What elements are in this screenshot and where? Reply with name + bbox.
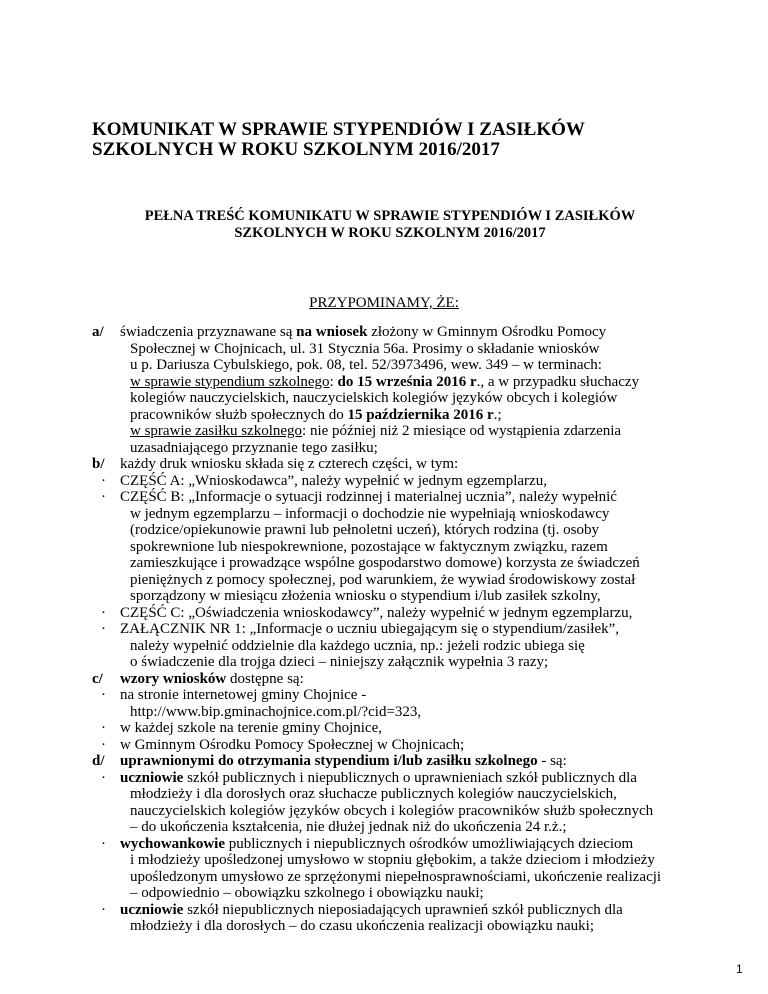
underlined-text: w sprawie zasiłku szkolnego — [130, 423, 303, 439]
bullet-icon: · — [101, 604, 106, 621]
list-item — [92, 770, 732, 836]
page-title — [92, 120, 692, 160]
bold-text: na wniosek — [296, 324, 368, 340]
list-line: w Gminnym Ośrodku Pomocy Społecznej w Chojnicach; — [120, 736, 465, 753]
bold-text: uczniowie — [120, 769, 184, 786]
text: dostępne są: — [226, 670, 304, 687]
bullet-icon: · — [101, 489, 106, 505]
section-label: b/ — [92, 456, 105, 472]
section-d — [92, 753, 732, 770]
list-line: upośledzonym umysłowo ze sprzężonymi niepełnosprawnościami, ukończenie realizacji — [130, 868, 662, 885]
remind-heading: PRZYPOMINAMY, ŻE: — [309, 295, 459, 311]
text: .; — [493, 406, 502, 423]
list-item — [92, 605, 732, 622]
list-line: o świadczenie dla trojga dzieci – niniejszy załącznik wypełnia 3 razy; — [130, 654, 549, 670]
bullet-icon: · — [101, 835, 106, 852]
section-a-line: Społecznej w Chojnicach, ul. 31 Stycznia 56a. Prosimy o składanie wniosków — [130, 340, 600, 357]
underlined-text: w sprawie stypendium szkolnego — [130, 373, 330, 390]
list-line: i młodzieży upośledzonej umysłowo w stopniu głębokim, a także dzieciom i młodzieży — [130, 852, 655, 868]
title-line-2: SZKOLNYCH W ROKU SZKOLNYM 2016/2017 — [92, 139, 500, 160]
section-a-line — [120, 407, 732, 424]
section-a — [92, 324, 732, 456]
bold-text: uprawnionymi do otrzymania stypendium i/lub zasiłku szkolnego — [120, 753, 538, 769]
title-line-1: KOMUNIKAT W SPRAWIE STYPENDIÓW I ZASIŁKÓW — [92, 119, 585, 140]
bold-text: wychowankowie — [120, 835, 226, 852]
document-body — [92, 324, 732, 935]
list-line: ZAŁĄCZNIK NR 1: „Informacje o uczniu ubiegającym się o stypendium/zasiłek”, — [120, 621, 620, 637]
text: szkół publicznych i niepublicznych o uprawnieniach szkół publicznych dla — [183, 769, 637, 786]
list-line: młodzieży i dla dorosłych oraz słuchacze publicznych kolegiów nauczycielskich, — [130, 786, 617, 802]
text: publicznych i niepublicznych ośrodków umożliwiających dzieciom — [225, 835, 634, 852]
text: złożony w Gminnym Ośrodku Pomocy — [367, 324, 607, 340]
bullet-icon: · — [101, 720, 106, 736]
text: : nie później niż 2 miesiące od wystąpienia zdarzenia — [302, 423, 622, 439]
subtitle-line-1: PEŁNA TREŚĆ KOMUNIKATU W SPRAWIE STYPENDIÓW I ZASIŁKÓW — [144, 208, 636, 224]
section-a-line: u p. Dariusza Cybulskiego, pok. 08, tel. 52/3973496, wew. 349 – w terminach: — [130, 357, 602, 373]
list-line: – do ukończenia kształcenia, nie dłużej jednak niż do ukończenia 24 r.ż.; — [130, 819, 567, 835]
list-item — [92, 621, 732, 671]
list-item — [92, 836, 732, 902]
bold-text: uczniowie — [120, 901, 184, 918]
list-item — [92, 902, 732, 935]
section-label: d/ — [92, 753, 105, 769]
page-number: 1 — [736, 962, 743, 976]
section-a-line — [120, 374, 732, 391]
text: świadczenia przyznawane są — [120, 324, 297, 340]
list-item — [92, 720, 732, 737]
list-item — [92, 737, 732, 754]
bullet-icon: · — [101, 736, 106, 753]
section-a-line: kolegiów nauczycielskich, nauczycielskich kolegiów języków obcych i kolegiów — [130, 390, 618, 406]
list-line: spokrewnione lub niespokrewnione, pozostające w faktycznym związku, razem — [130, 538, 608, 555]
subtitle-line-2: SZKOLNYCH W ROKU SZKOLNYM 2016/2017 — [234, 225, 546, 241]
list-line: CZĘŚĆ B: „Informacje o sytuacji rodzinnej i materialnej ucznia”, należy wypełnić — [120, 489, 617, 505]
section-c-intro — [120, 671, 732, 688]
bullet-icon: · — [101, 687, 106, 703]
section-a-line: uzasadniającego przyznanie tego zasiłku; — [130, 439, 378, 456]
bullet-icon: · — [101, 769, 106, 786]
list-line: nauczycielskich kolegiów języków obcych i kolegiów pracowników służb społecznych — [130, 802, 654, 819]
section-a-line — [120, 423, 732, 440]
bullet-icon: · — [101, 472, 106, 489]
section-b-intro: każdy druk wniosku składa się z czterech części, w tym: — [120, 456, 459, 472]
website-link[interactable]: http://www.bip.gminachojnice.com.pl/?cid=323, — [130, 703, 422, 720]
section-a-line — [120, 324, 732, 341]
list-line: w jednym egzemplarzu – informacji o dochodzie nie wypełniają wnioskodawcy — [130, 505, 610, 522]
bullet-icon: · — [101, 901, 106, 918]
deadline-date: 15 października 2016 r — [347, 406, 494, 423]
text: pracowników służb społecznych do — [130, 406, 348, 423]
list-line: młodzieży i dla dorosłych – do czasu ukończenia realizacji obowiązku nauki; — [130, 918, 594, 934]
list-line: pieniężnych z pomocy społecznej, pod warunkiem, że wywiad środowiskowy został — [130, 571, 636, 588]
list-line: CZĘŚĆ A: „Wnioskodawca”, należy wypełnić w jednym egzemplarzu, — [120, 472, 547, 489]
list-line: zamieszkujące i prowadzące wspólne gospodarstwo domowe) korzysta ze świadczeń — [130, 555, 640, 571]
section-d-intro — [120, 753, 732, 770]
section-label: a/ — [92, 324, 104, 340]
list-line: na stronie internetowej gminy Chojnice - — [120, 687, 367, 703]
text: ., a w przypadku słuchaczy — [476, 373, 640, 390]
deadline-date: do 15 września 2016 r — [337, 373, 477, 390]
bold-text: wzory wniosków — [120, 670, 227, 687]
list-line — [120, 770, 732, 787]
text: : — [329, 373, 338, 390]
list-item — [92, 687, 732, 720]
section-c — [92, 671, 732, 688]
list-line: CZĘŚĆ C: „Oświadczenia wnioskodawcy”, należy wypełnić w jednym egzemplarzu, — [120, 604, 633, 621]
list-line: w każdej szkole na terenie gminy Chojnice, — [120, 720, 382, 736]
list-item — [92, 473, 732, 490]
text: szkół niepublicznych nieposiadających uprawnień szkół publicznych dla — [183, 901, 623, 918]
section-b — [92, 456, 732, 473]
list-line: sporządzony w miesiącu złożenia wniosku o stypendium i/lub zasiłek szkolny, — [130, 588, 601, 604]
bullet-icon: · — [101, 621, 106, 637]
text: - są: — [537, 753, 567, 769]
section-label: c/ — [92, 670, 103, 687]
list-line: należy wypełnić oddzielnie dla każdego ucznia, np.: jeżeli rodzic ubiega się — [130, 637, 585, 654]
list-line: (rodzice/opiekunowie prawni lub pełnoletni uczeń), których rodzina (tj. osoby — [130, 522, 600, 538]
list-line: – odpowiednio – obowiązku szkolnego i obowiązku nauki; — [130, 885, 484, 901]
subtitle — [110, 208, 670, 242]
list-line — [120, 836, 732, 853]
list-line — [120, 902, 732, 919]
list-item — [92, 489, 732, 605]
